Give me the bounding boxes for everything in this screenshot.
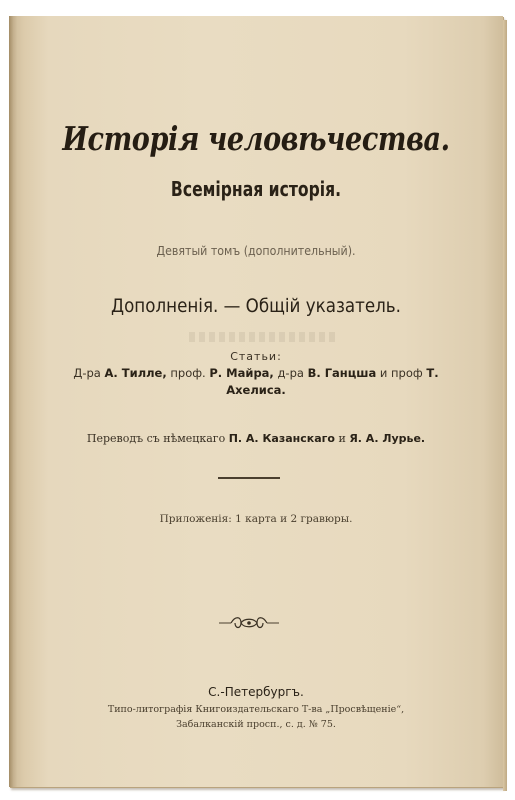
show-through-text [189, 332, 339, 342]
author-name: А. Тилле, [104, 366, 167, 380]
author-name: В. Ганцша [307, 366, 377, 380]
page-spine-edge [9, 16, 17, 787]
book-subtitle: Всемірная исторія. [170, 177, 342, 201]
divider-rule [218, 477, 280, 479]
articles-heading: Статьи: [230, 350, 282, 363]
translator-name: Я. А. Лурье. [349, 432, 426, 445]
imprint-address: Забалканскій просп., с. д. № 75. [176, 719, 336, 730]
author-prefix: проф. [170, 366, 206, 380]
author-name: Т. [426, 366, 439, 380]
author-name-continued: Ахелиса. [226, 383, 286, 397]
author-prefix: д-ра [277, 366, 304, 380]
translation-prefix: Переводъ съ нѣмецкаго [86, 432, 226, 445]
appendix-note: Приложенія: 1 карта и 2 гравюры. [159, 513, 353, 525]
translation-line [9, 432, 503, 445]
book-title: Исторія человѣчества. [62, 119, 450, 158]
translation-conjunction: и [338, 432, 346, 445]
ornament-icon [217, 613, 281, 633]
imprint-press: Типо-литографія Книгоиздательскаго Т-ва „Просвѣщеніе“, [107, 704, 405, 715]
authors-line [9, 366, 503, 380]
author-prefix: Д-ра [73, 366, 101, 380]
title-page [9, 16, 503, 787]
author-prefix: и проф [379, 366, 423, 380]
volume-label: Девятый томъ (дополнительный). [156, 244, 356, 258]
translator-name: П. А. Казанскаго [228, 432, 335, 445]
author-name: Р. Майра, [209, 366, 274, 380]
page-right-edge [503, 20, 507, 791]
imprint-city: С.-Петербургъ. [208, 685, 304, 699]
supplement-heading: Дополненія. — Общій указатель. [111, 295, 401, 317]
